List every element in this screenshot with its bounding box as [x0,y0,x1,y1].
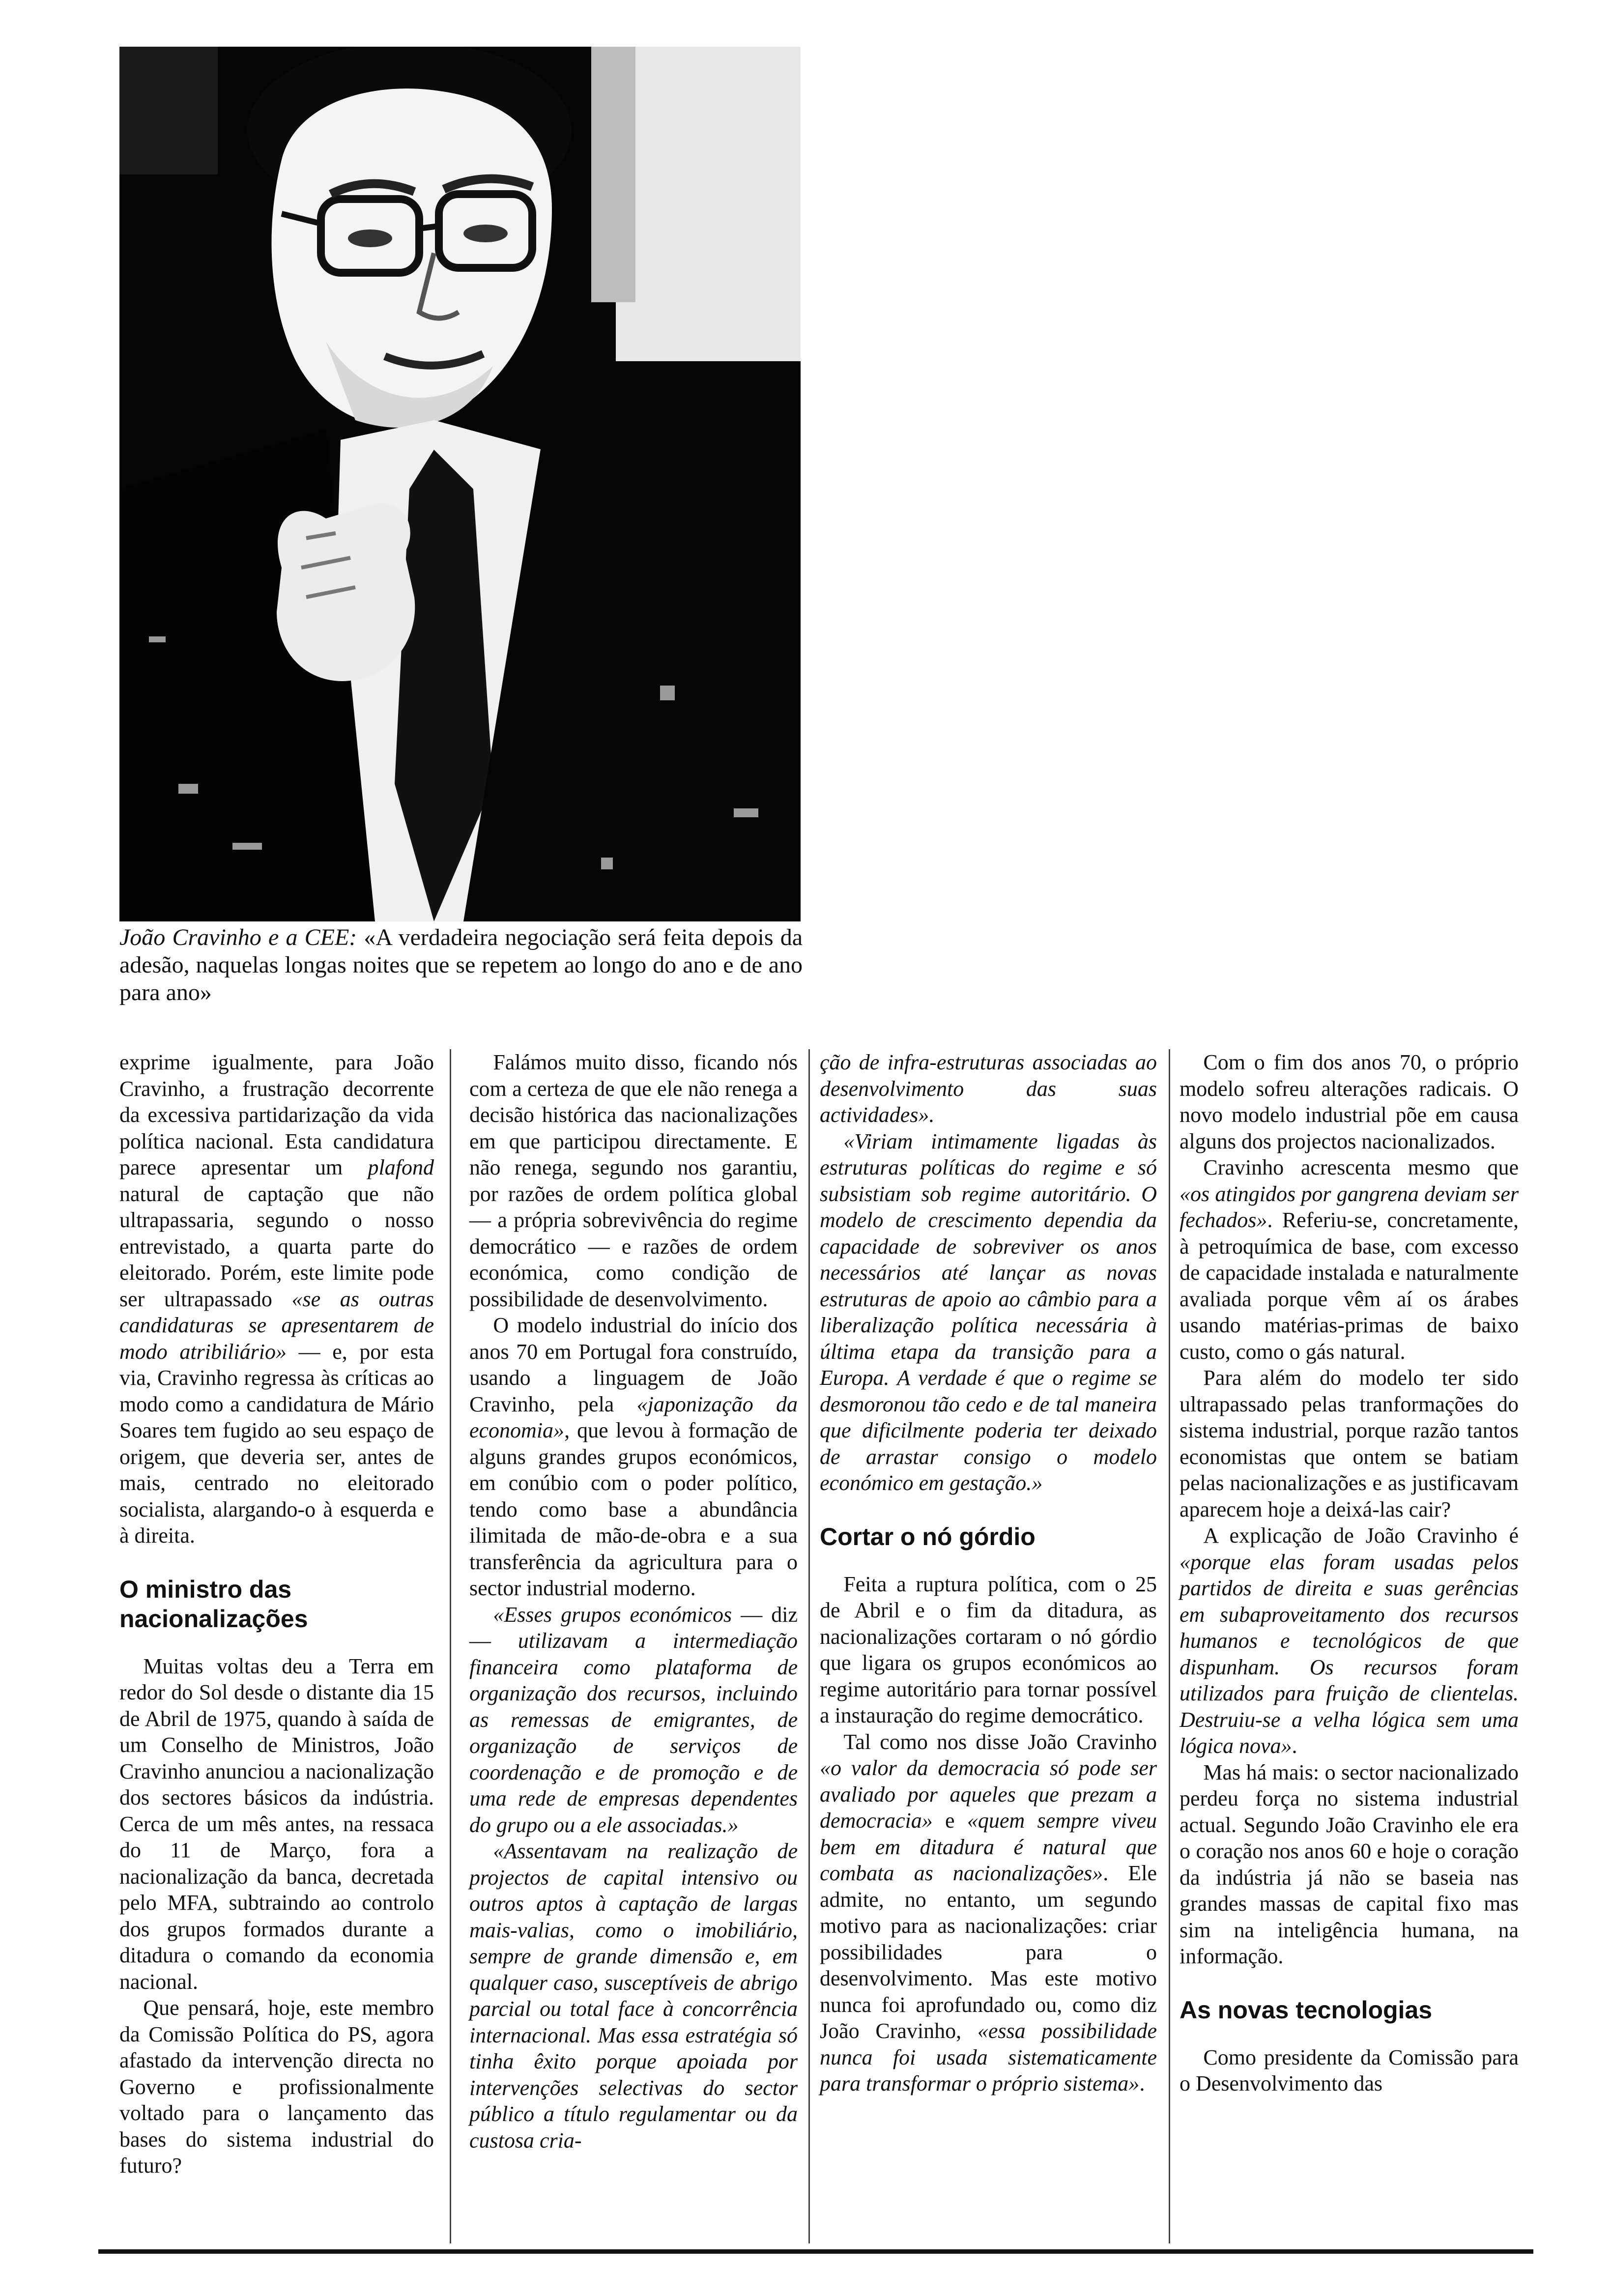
article-column-3 [820,1049,1157,2097]
text-run: . Ele admite, no entanto, um segundo motivo para as nacionalizações: criar possibilidades para o desenvolvimento. Mas este motivo nunca foi aprofundado ou, como diz João Cravinho, [820,1861,1157,2043]
text-run-italic: «Esses grupos económicos [493,1602,732,1627]
text-run-italic: ção de infra-estruturas associadas ao desenvolvimento das suas actividades». [820,1050,1157,1127]
text-run: natural de captação que não ultrapassaria, segundo o nosso entrevistado, a quarta parte do eleitorado. Porém, este limite pode ser ultrapassado [119,1181,434,1311]
photo-joao-cravinho [119,47,801,921]
paragraph: Que pensará, hoje, este membro da Comissão Política do PS, agora afastado da intervenção directa no Governo e profissionalmente voltado para o lançamento das bases do sistema industrial do futuro? [119,1996,434,2178]
paragraph: Falámos muito disso, ficando nós com a certeza de que ele não renega a decisão histórica das nacionalizações em que participou directamente. E não renega, segundo nos garantiu, por razões de ordem política global — a própria sobrevivência do regime democrático — e razões de ordem económica, como condição de possibilidade de desenvolvimento. [469,1050,798,1311]
text-run: , que levou à formação de alguns grandes grupos económicos, em conúbio com o poder político, tendo como base a abundância ilimitada de mão-de-obra e a sua transferência da agricultura para o sector industrial moderno. [469,1418,798,1600]
text-run: — e, por esta via, Cravinho regressa às críticas ao modo como a candidatura de Mário Soares tem fugido ao seu espaço de origem, que deveria ser, antes de mais, centrado no eleitorado socialista, alargando-o à esquerda e à direita. [119,1339,434,1548]
portrait-image [119,47,801,921]
paragraph [469,1602,798,1838]
paragraph: Muitas voltas deu a Terra em redor do Sol desde o distante dia 15 de Abril de 1975, quando à saída de um Conselho de Ministros, João Cravinho anunciou a nacionalização dos sectores básicos da indústria. Cerca de um mês antes, na ressaca do 11 de Março, fora a nacionalização da banca, decretada pelo MFA, subtraindo ao controlo dos grupos formados durante a ditadura o comando da economia nacional. [119,1654,434,1994]
paragraph [1180,1522,1519,1759]
paragraph: Para além do modelo ter sido ultrapassado pelas tranformações do sistema industrial, porque razão tantos economistas que ontem se batiam pelas nacionalizações e as justificavam aparecem hoje a deixá-las cair? [1180,1366,1519,1521]
paragraph [1180,1154,1519,1365]
section-heading: Cortar o nó górdio [820,1522,1036,1550]
paragraph: Com o fim dos anos 70, o próprio modelo sofreu alterações radicais. O novo modelo industrial põe em causa alguns dos projectos nacionalizados. [1180,1050,1519,1153]
text-run: O modelo industrial do início dos anos 70 em Portugal fora construído, usando a linguagem de João Cravinho, pela [469,1313,798,1416]
caption-lead: João Cravinho e a CEE: [119,924,357,950]
paragraph [469,1838,798,2153]
text-run-italic: «Assentavam na realização de projectos de capital intensivo ou outros aptos à captação de largas mais-valias, como o imobiliário, sempre de grande dimensão e, em qualquer caso, susceptíveis de abrigo parcial ou total face à concorrência internacional. Mas essa estratégia só tinha êxito porque apoiada por intervenções selectivas do sector público a título regulamentar ou da custosa cria- [469,1839,798,2152]
column-divider [808,1049,810,2243]
paragraph [469,1312,798,1602]
text-run-italic: «os atingidos por gangrena deviam ser fechados» [1180,1181,1519,1232]
paragraph: Mas há mais: o sector nacionalizado perdeu força no sistema industrial actual. Segundo João Cravinho ele era o coração nos anos 60 e hoje o coração da indústria já não se baseia nas grandes massas de capital fixo mas sim na inteligência humana, na informação. [1180,1760,1519,1968]
text-run-italic: «se as outras candidaturas se apresentarem de modo atribiliário» [119,1287,434,1364]
column-divider [450,1049,451,2243]
bottom-rule [98,2249,1533,2254]
text-run: exprime igualmente, para João Cravinho, a frustração decorrente da excessiva partidarização da vida política nacional. Esta candidatura parece apresentar um [119,1050,434,1179]
section-heading: O ministro das nacionalizações [119,1575,308,1633]
text-run-italic: utilizavam a intermediação financeira como plataforma de organização dos recursos, incluindo as remessas de emigrantes, de organização de serviços de coordenação e de promoção e de uma rede de empresas dependentes do grupo ou a ele associadas.» [469,1629,798,1837]
text-run-italic: «Viriam intimamente ligadas às estruturas políticas do regime e só subsistiam sob regime autoritário. O modelo de crescimento dependia da capacidade de sobreviver os anos necessários até lançar as novas estruturas de apoio ao câmbio para a liberalização política necessária à última etapa da transição para a Europa. A verdade é que o regime se desmoronou tão cedo e de tal maneira que dificilmente poderia ter deixado de arrastar consigo o modelo económico em gestação.» [820,1129,1157,1495]
text-run: e [932,1808,967,1833]
text-run: Cravinho acrescenta mesmo que [1203,1155,1519,1179]
text-run: — diz — [469,1602,798,1653]
article-column-2 [469,1049,798,2153]
text-run: . [1292,1734,1297,1758]
text-run: . [1139,2071,1145,2095]
paragraph [820,1049,1157,1128]
text-run: A explicação de João Cravinho é [1203,1523,1519,1548]
paragraph: Feita a ruptura política, com o 25 de Abril e o fim da ditadura, as nacionalizações cortaram o nó górdio que ligara os grupos económicos ao regime autoritário para tornar possível a instauração do regime democrático. [820,1572,1157,1727]
text-run-italic: «porque elas foram usadas pelos partidos de direita e suas gerências em subaproveitamento dos recursos humanos e tecnológicos de que dispunham. Os recursos foram utilizados para fruição de clientelas. Destruiu-se a velha lógica sem uma lógica nova» [1180,1550,1519,1758]
text-run-italic: «japonização da economia» [469,1392,798,1442]
paragraph [820,1128,1157,1496]
paragraph [820,1729,1157,2097]
text-run: . Referiu-se, concretamente, à petroquímica de base, com excesso de capacidade instalada e naturalmente avaliada porque vêm aí os árabes usando matérias-primas de baixo custo, como o gás natural. [1180,1208,1519,1364]
photo-caption [119,924,803,1006]
text-run-italic: plafond [368,1155,434,1179]
text-run-italic: «essa possibilidade nunca foi usada sistematicamente para transformar o próprio sistema» [820,2019,1157,2095]
section-heading: As novas tecnologias [1180,1996,1433,2024]
text-run: Tal como nos disse João Cravinho [843,1729,1157,1754]
paragraph [119,1049,434,1549]
caption-text: «A verdadeira negociação será feita depois da adesão, naquelas longas noites que se repetem ao longo do ano e de ano para ano» [119,924,803,1005]
column-divider [1169,1049,1170,2243]
article-column-4 [1180,1049,1519,2097]
article-column-1 [119,1049,434,2179]
text-run-italic: «o valor da democracia só pode ser avaliado por aqueles que prezam a democracia» [820,1756,1157,1833]
text-run-italic: «quem sempre viveu bem em ditadura é natural que combata as nacionalizações» [820,1808,1157,1885]
paragraph: Como presidente da Comissão para o Desenvolvimento das [1180,2045,1519,2095]
